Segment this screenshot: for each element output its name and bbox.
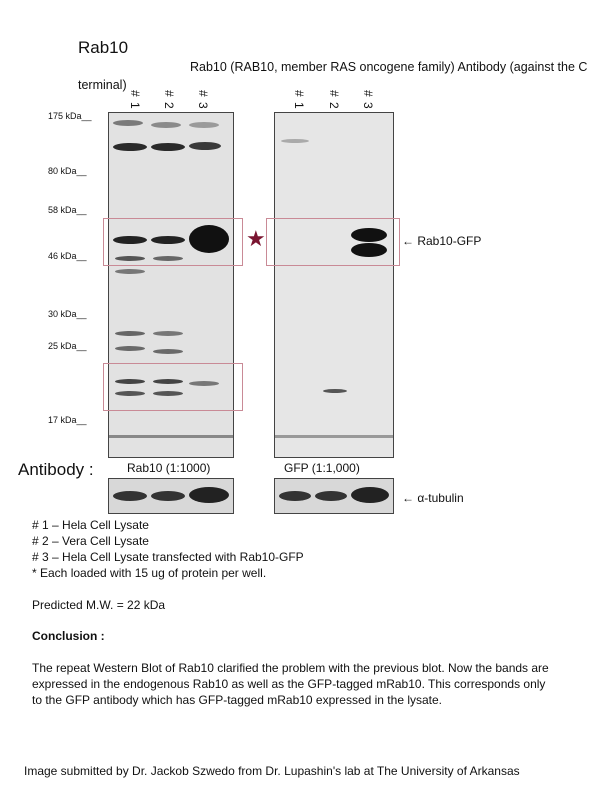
blot-band [115, 346, 145, 351]
highlight-box-rab10-gfp-right [266, 218, 400, 266]
lane-label-3-left: # 3 [196, 90, 210, 110]
footer-credit: Image submitted by Dr. Jackob Szwedo from Dr. Lupashin's lab at The University of Arkansas [24, 764, 520, 778]
page-subtitle: Rab10 (RAB10, member RAS oncogene family) Antibody (against the C terminal) [78, 60, 588, 92]
blot-band [153, 349, 183, 354]
conclusion-text: The repeat Western Blot of Rab10 clarified the problem with the previous blot. Now the bands are expressed in the endogenous Rab10 as well as the GFP-tagged mRab10. This corresponds only to the GFP antibody which has GFP-tagged mRab10 expressed in the lysate. [32, 661, 549, 707]
conclusion-heading: Conclusion : [32, 629, 105, 643]
blot-band [115, 269, 145, 274]
mw-marker-175: 175 kDa__ [48, 111, 92, 121]
blot-line [275, 435, 393, 438]
predicted-mw: Predicted M.W. = 22 kDa [32, 598, 166, 612]
legend-item-1: # 1 – Hela Cell Lysate [32, 518, 149, 532]
blot-line [109, 435, 233, 438]
legend-item-3: # 3 – Hela Cell Lysate transfected with Rab10-GFP [32, 550, 304, 564]
blot-band [153, 331, 183, 336]
antibody-right-name: GFP (1:1,000) [284, 461, 360, 475]
lane-label-1-left: # 1 [128, 90, 142, 110]
mw-marker-80: 80 kDa__ [48, 166, 87, 176]
mw-marker-46: 46 kDa__ [48, 251, 87, 261]
antibody-left-name: Rab10 (1:1000) [127, 461, 211, 475]
mw-marker-17: 17 kDa__ [48, 415, 87, 425]
mw-marker-25: 25 kDa__ [48, 341, 87, 351]
blot-band [151, 143, 185, 151]
lane-label-1-right: # 1 [292, 90, 306, 110]
blot-band [189, 122, 219, 128]
blot-band [189, 142, 221, 150]
blot-band [189, 487, 229, 503]
rab10-gfp-label: ← Rab10-GFP [402, 234, 482, 248]
blot-band [351, 487, 389, 503]
blot-band [113, 143, 147, 151]
blot-band [113, 491, 147, 501]
legend-item-2: # 2 – Vera Cell Lysate [32, 534, 149, 548]
mw-marker-30: 30 kDa__ [48, 309, 87, 319]
lane-label-2-left: # 2 [162, 90, 176, 110]
tubulin-label: ← α-tubulin [402, 491, 464, 505]
lane-label-3-right: # 3 [361, 90, 375, 110]
star-icon: ★ [246, 226, 266, 251]
blot-band [113, 120, 143, 126]
lane-label-2-right: # 2 [327, 90, 341, 110]
tubulin-blot-right [274, 478, 394, 514]
blot-band [281, 139, 309, 143]
highlight-box-lower [103, 363, 243, 411]
blot-band [115, 331, 145, 336]
highlight-box-rab10-gfp-left [103, 218, 243, 266]
page-title: Rab10 [78, 38, 129, 57]
tubulin-blot-left [108, 478, 234, 514]
blot-band [151, 491, 185, 501]
blot-band [323, 389, 347, 393]
mw-marker-58: 58 kDa__ [48, 205, 87, 215]
western-blot-gfp [274, 112, 394, 458]
blot-band [279, 491, 311, 501]
antibody-label: Antibody : [18, 460, 94, 479]
blot-band [151, 122, 181, 128]
blot-band [315, 491, 347, 501]
legend-note: * Each loaded with 15 ug of protein per well. [32, 566, 267, 580]
